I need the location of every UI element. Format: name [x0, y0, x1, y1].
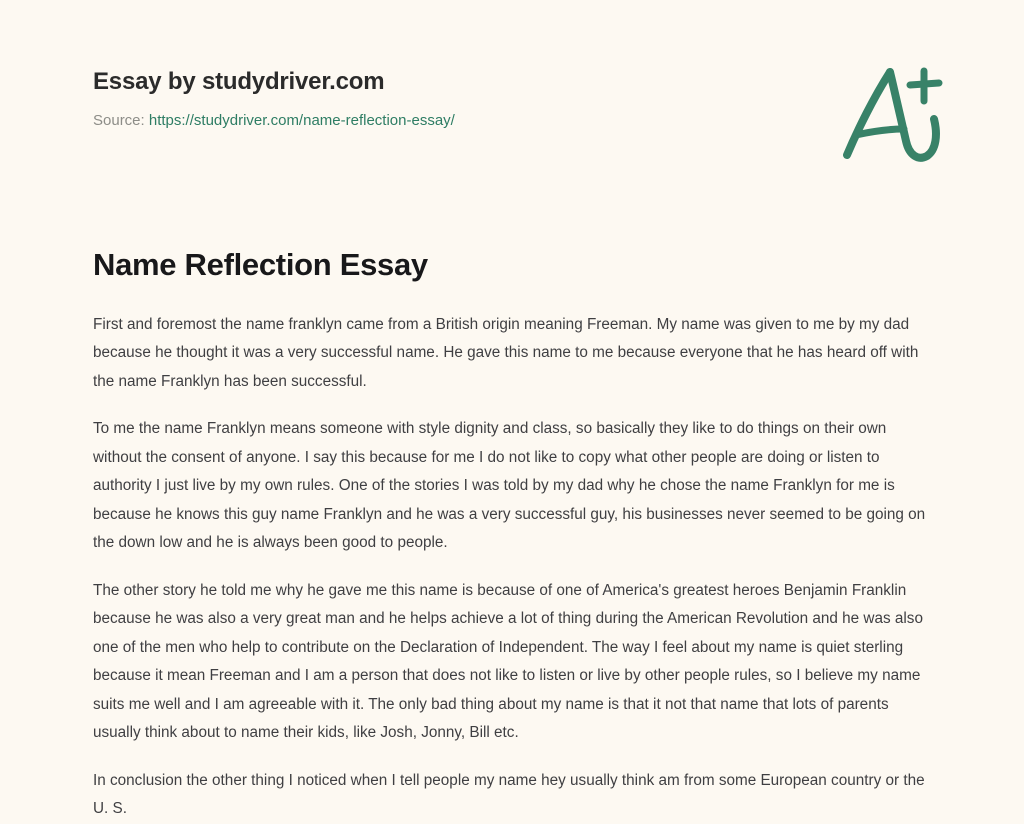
source-line: [93, 111, 949, 131]
source-label: Source:: [93, 111, 145, 129]
a-plus-logo-icon: [832, 57, 952, 167]
a-plus-logo-glyph: [832, 57, 952, 167]
paragraph: In conclusion the other thing I noticed when I tell people my name hey usually think am from some European country or the U. S.: [93, 771, 925, 818]
paragraph: First and foremost the name franklyn came from a British origin meaning Freeman. My name was given to me by my dad because he thought it was a very successful name. He gave this name to me because everyone that he has heard off with the name Franklyn has been successful.: [93, 315, 919, 390]
page-title: Name Reflection Essay: [93, 247, 428, 282]
page-header: [93, 60, 949, 170]
brand-title: Essay by studydriver.com: [93, 68, 385, 95]
source-url-link[interactable]: https://studydriver.com/name-reflection-essay/: [148, 111, 455, 129]
paragraph: To me the name Franklyn means someone with style dignity and class, so basically they like to do things on their own without the consent of anyone. I say this because for me I do not like to copy what other people are doing or listen to authority I just live by my own rules. One of the stories I was told by my dad why he chose the name Franklyn for me is because he knows this guy name Franklyn and he was a very successful guy, his businesses never seemed to be going on the down low and he is always been good to people.: [93, 420, 926, 552]
article-body: [93, 311, 929, 824]
article: [93, 246, 929, 824]
paragraph: The other story he told me why he gave me this name is because of one of America's greatest heroes Benjamin Franklin because he was also a very great man and he helps achieve a lot of thing during the American Revolution and he was also one of the men who help to contribute on the Declaration of Independent. The way I feel about my name is quiet sterling because it mean Freeman and I am a person that does not like to listen or live by other people rules, so I believe my name suits me well and I am agreeable with it. The only bad thing about my name is that it not that name that lots of parents usually think about to name their kids, like Josh, Jonny, Bill etc.: [93, 581, 923, 742]
